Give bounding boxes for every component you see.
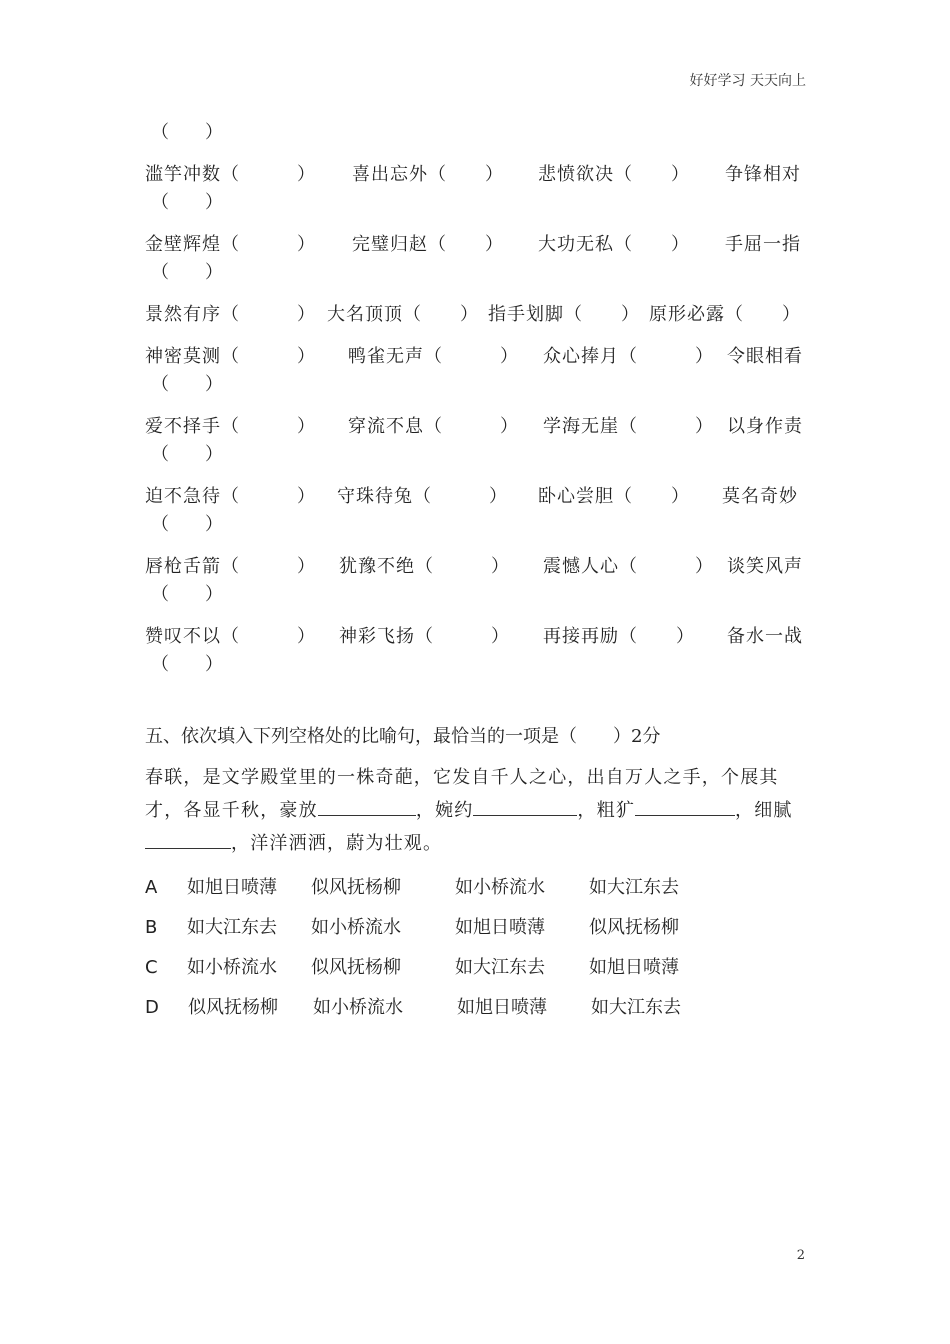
idiom-row bbox=[145, 161, 806, 189]
option-row-c[interactable] bbox=[145, 948, 806, 988]
idiom-item: 学海无崖（ ） bbox=[543, 416, 714, 437]
idiom-row bbox=[145, 343, 806, 371]
option-choice: 如小桥流水 bbox=[313, 997, 403, 1018]
option-choice: 如大江东去 bbox=[455, 957, 545, 978]
idiom-item: 备水一战 bbox=[727, 626, 803, 647]
idiom-row bbox=[145, 231, 806, 259]
idiom-item: 喜出忘外（ ） bbox=[352, 164, 504, 185]
option-choice: 如大江东去 bbox=[591, 997, 681, 1018]
idiom-list bbox=[145, 161, 806, 679]
option-choice: 如小桥流水 bbox=[311, 917, 401, 938]
top-paren: （ ） bbox=[151, 122, 223, 143]
idiom-item: 大名顶顶（ ） bbox=[327, 304, 479, 325]
idiom-item: 令眼相看 bbox=[727, 346, 803, 367]
idiom-item: 鸭雀无声（ ） bbox=[348, 346, 519, 367]
option-choice: 似风抚杨柳 bbox=[188, 997, 278, 1018]
idiom-wrap-paren: （ ） bbox=[151, 654, 223, 675]
idiom-item: 迫不急待（ ） bbox=[145, 486, 316, 507]
idiom-wrap-paren: （ ） bbox=[151, 192, 223, 213]
page-content bbox=[145, 119, 806, 1028]
idiom-item: 滥竽冲数（ ） bbox=[145, 164, 316, 185]
idiom-wrap-paren: （ ） bbox=[151, 374, 223, 395]
option-row-a[interactable] bbox=[145, 868, 806, 908]
passage-text: ，洋洋洒洒，蔚为壮观。 bbox=[231, 833, 443, 854]
idiom-row bbox=[145, 301, 806, 329]
idiom-item: 神彩飞扬（ ） bbox=[339, 626, 510, 647]
passage-text: ，婉约 bbox=[415, 800, 474, 821]
idiom-row bbox=[145, 483, 806, 511]
passage-text: ，细腻 bbox=[735, 800, 793, 821]
idiom-wrap-paren: （ ） bbox=[151, 444, 223, 465]
option-choice: 如大江东去 bbox=[589, 877, 679, 898]
option-choice: 如大江东去 bbox=[187, 917, 277, 938]
option-row-b[interactable] bbox=[145, 908, 806, 948]
idiom-wrap-paren: （ ） bbox=[151, 584, 223, 605]
idiom-item: 原形必露（ ） bbox=[649, 304, 801, 325]
idiom-item: 景然有序（ ） bbox=[145, 304, 316, 325]
fill-blank[interactable] bbox=[473, 797, 577, 816]
option-choice: 如旭日喷薄 bbox=[187, 877, 277, 898]
option-choice: 如旭日喷薄 bbox=[455, 917, 545, 938]
idiom-item: 唇枪舌箭（ ） bbox=[145, 556, 316, 577]
page-number: 2 bbox=[796, 1248, 805, 1263]
option-letter: A bbox=[145, 877, 158, 898]
option-choice: 似风抚杨柳 bbox=[311, 957, 401, 978]
option-choice: 如小桥流水 bbox=[455, 877, 545, 898]
idiom-wrap-paren: （ ） bbox=[151, 262, 223, 283]
idiom-item: 众心捧月（ ） bbox=[543, 346, 714, 367]
idiom-item: 谈笑风声 bbox=[727, 556, 803, 577]
question-5-passage bbox=[145, 761, 806, 860]
fill-blank[interactable] bbox=[145, 830, 231, 849]
idiom-item: 以身作责 bbox=[727, 416, 803, 437]
page-header: 好好学习 天天向上 bbox=[689, 73, 806, 89]
idiom-item: 震憾人心（ ） bbox=[543, 556, 714, 577]
idiom-item: 卧心尝胆（ ） bbox=[538, 486, 690, 507]
option-choice: 如旭日喷薄 bbox=[457, 997, 547, 1018]
answer-options bbox=[145, 868, 806, 1028]
fill-blank[interactable] bbox=[635, 797, 735, 816]
option-letter: B bbox=[145, 917, 158, 938]
idiom-item: 守珠待兔（ ） bbox=[337, 486, 508, 507]
idiom-item: 金壁辉煌（ ） bbox=[145, 234, 316, 255]
idiom-row bbox=[145, 413, 806, 441]
question-5-title: 五、依次填入下列空格处的比喻句，最恰当的一项是（ ）2分 bbox=[145, 726, 661, 747]
idiom-row bbox=[145, 553, 806, 581]
passage-text: 春联，是文学殿堂里的一株奇葩，它发自千人之心，出自万人之手，个展其才，各显千秋，豪放 bbox=[145, 767, 779, 821]
idiom-item: 穿流不息（ ） bbox=[348, 416, 519, 437]
option-choice: 如旭日喷薄 bbox=[589, 957, 679, 978]
idiom-item: 爱不择手（ ） bbox=[145, 416, 316, 437]
idiom-item: 完璧归赵（ ） bbox=[352, 234, 504, 255]
idiom-item: 神密莫测（ ） bbox=[145, 346, 316, 367]
option-choice: 似风抚杨柳 bbox=[311, 877, 401, 898]
idiom-item: 赞叹不以（ ） bbox=[145, 626, 316, 647]
idiom-item: 犹豫不绝（ ） bbox=[339, 556, 510, 577]
option-letter: D bbox=[145, 997, 159, 1018]
idiom-wrap-paren: （ ） bbox=[151, 514, 223, 535]
passage-text: ，粗犷 bbox=[577, 800, 636, 821]
idiom-row bbox=[145, 623, 806, 651]
option-choice: 似风抚杨柳 bbox=[589, 917, 679, 938]
option-letter: C bbox=[145, 957, 158, 978]
idiom-item: 大功无私（ ） bbox=[538, 234, 690, 255]
fill-blank[interactable] bbox=[318, 797, 416, 816]
idiom-item: 手屈一指 bbox=[725, 234, 801, 255]
idiom-item: 莫名奇妙 bbox=[722, 486, 798, 507]
idiom-item: 悲愤欲决（ ） bbox=[538, 164, 690, 185]
idiom-item: 争锋相对 bbox=[725, 164, 801, 185]
idiom-item: 指手划脚（ ） bbox=[488, 304, 640, 325]
option-row-d[interactable] bbox=[145, 988, 806, 1028]
idiom-item: 再接再励（ ） bbox=[543, 626, 695, 647]
option-choice: 如小桥流水 bbox=[187, 957, 277, 978]
